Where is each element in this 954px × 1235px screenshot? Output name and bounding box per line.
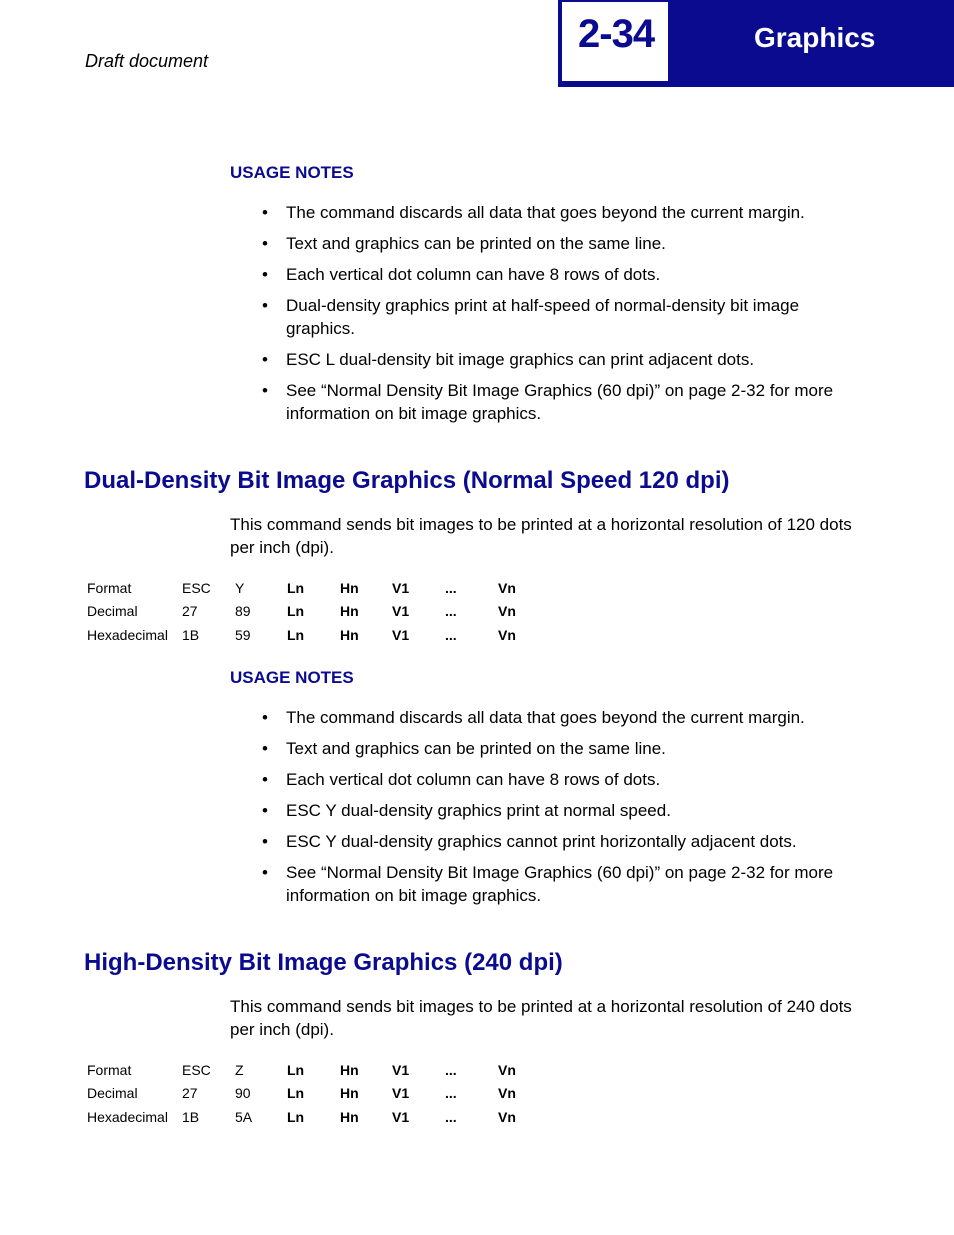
table-cell: 27	[182, 603, 198, 620]
usage-notes-heading: USAGE NOTES	[230, 668, 354, 687]
list-item	[262, 768, 862, 791]
table-cell: ...	[445, 626, 457, 643]
bullet-icon: •	[262, 708, 268, 727]
table-cell: Hn	[340, 1085, 359, 1102]
table-cell: Vn	[498, 603, 516, 620]
bullet-icon: •	[262, 203, 268, 222]
row-label: Decimal	[87, 1085, 138, 1102]
bullet-icon: •	[262, 381, 268, 400]
bullet-icon: •	[262, 832, 268, 851]
table-cell: ...	[445, 1108, 457, 1125]
table-cell: ...	[445, 1085, 457, 1102]
table-cell: Z	[235, 1061, 244, 1078]
list-item-text: The command discards all data that goes beyond the current margin.	[286, 203, 805, 222]
list-item-text: ESC Y dual-density graphics print at normal speed.	[286, 801, 671, 820]
table-cell: Hn	[340, 1061, 359, 1078]
command-table	[84, 1058, 538, 1129]
row-label: Format	[87, 1061, 132, 1078]
table-cell: Y	[235, 579, 245, 596]
list-item	[262, 799, 862, 822]
table-cell: V1	[392, 1108, 410, 1125]
table-cell: Ln	[287, 579, 305, 596]
bullet-icon: •	[262, 863, 268, 882]
section-description: This command sends bit images to be printed at a horizontal resolution of 240 dots per inch (dpi).	[230, 997, 852, 1039]
table-cell: 27	[182, 1085, 198, 1102]
page-number: 2-34	[578, 12, 655, 56]
table-row	[84, 1082, 538, 1106]
table-cell: V1	[392, 579, 410, 596]
list-item-text: Each vertical dot column can have 8 rows of dots.	[286, 770, 661, 789]
draft-label: Draft document	[85, 51, 209, 71]
bullet-icon: •	[262, 770, 268, 789]
table-cell: V1	[392, 603, 410, 620]
list-item	[262, 830, 862, 853]
list-item-text: See “Normal Density Bit Image Graphics (60 dpi)” on page 2-32 for more information on bit image graphics.	[286, 381, 834, 423]
table-cell: Ln	[287, 626, 305, 643]
list-item	[262, 348, 862, 371]
list-item	[262, 861, 862, 907]
section-title-high-density: High-Density Bit Image Graphics (240 dpi)	[84, 949, 563, 976]
table-cell: Vn	[498, 1085, 516, 1102]
table-cell: Hn	[340, 626, 359, 643]
usage-notes-list	[262, 706, 862, 915]
table-cell: ...	[445, 1061, 457, 1078]
table-cell: Hn	[340, 1108, 359, 1125]
list-item	[262, 737, 862, 760]
list-item-text: Text and graphics can be printed on the same line.	[286, 234, 666, 253]
table-cell: 1B	[182, 626, 200, 643]
list-item-text: Dual-density graphics print at half-speed of normal-density bit image graphics.	[286, 296, 800, 338]
table-cell: Ln	[287, 603, 305, 620]
table-cell: 89	[235, 603, 251, 620]
table-cell: Vn	[498, 626, 516, 643]
table-cell: ...	[445, 603, 457, 620]
table-cell: 1B	[182, 1108, 200, 1125]
row-label: Format	[87, 579, 132, 596]
table-cell: Ln	[287, 1061, 305, 1078]
table-row	[84, 600, 538, 624]
section-description: This command sends bit images to be printed at a horizontal resolution of 120 dots per inch (dpi).	[230, 515, 852, 557]
table-row	[84, 1105, 538, 1129]
list-item-text: The command discards all data that goes beyond the current margin.	[286, 708, 805, 727]
list-item	[262, 232, 862, 255]
list-item	[262, 263, 862, 286]
table-cell: Ln	[287, 1085, 305, 1102]
table-row	[84, 1058, 538, 1082]
list-item-text: See “Normal Density Bit Image Graphics (60 dpi)” on page 2-32 for more information on bit image graphics.	[286, 863, 834, 905]
table-row	[84, 623, 538, 647]
table-cell: ESC	[182, 1061, 211, 1078]
list-item-text: Text and graphics can be printed on the same line.	[286, 739, 666, 758]
usage-notes-heading: USAGE NOTES	[230, 163, 354, 182]
bullet-icon: •	[262, 739, 268, 758]
table-cell: Vn	[498, 1108, 516, 1125]
table-cell: ESC	[182, 579, 211, 596]
table-cell: V1	[392, 626, 410, 643]
row-label: Hexadecimal	[87, 1108, 168, 1125]
bullet-icon: •	[262, 234, 268, 253]
bullet-icon: •	[262, 265, 268, 284]
row-label: Decimal	[87, 603, 138, 620]
section-title-dual-density: Dual-Density Bit Image Graphics (Normal Speed 120 dpi)	[84, 467, 730, 494]
list-item-text: Each vertical dot column can have 8 rows of dots.	[286, 265, 661, 284]
command-table	[84, 576, 538, 647]
table-cell: V1	[392, 1085, 410, 1102]
list-item	[262, 294, 862, 340]
table-cell: Hn	[340, 579, 359, 596]
list-item	[262, 379, 862, 425]
table-cell: Ln	[287, 1108, 305, 1125]
table-cell: Vn	[498, 1061, 516, 1078]
list-item	[262, 201, 862, 224]
table-cell: 59	[235, 626, 251, 643]
table-cell: 90	[235, 1085, 251, 1102]
bullet-icon: •	[262, 801, 268, 820]
list-item-text: ESC L dual-density bit image graphics can print adjacent dots.	[286, 350, 755, 369]
usage-notes-list	[262, 201, 862, 433]
table-cell: 5A	[235, 1108, 253, 1125]
list-item-text: ESC Y dual-density graphics cannot print horizontally adjacent dots.	[286, 832, 797, 851]
chapter-title: Graphics	[754, 22, 876, 53]
bullet-icon: •	[262, 296, 268, 315]
table-cell: ...	[445, 579, 457, 596]
table-cell: Vn	[498, 579, 516, 596]
table-cell: V1	[392, 1061, 410, 1078]
bullet-icon: •	[262, 350, 268, 369]
table-row	[84, 576, 538, 600]
list-item	[262, 706, 862, 729]
row-label: Hexadecimal	[87, 626, 168, 643]
table-cell: Hn	[340, 603, 359, 620]
